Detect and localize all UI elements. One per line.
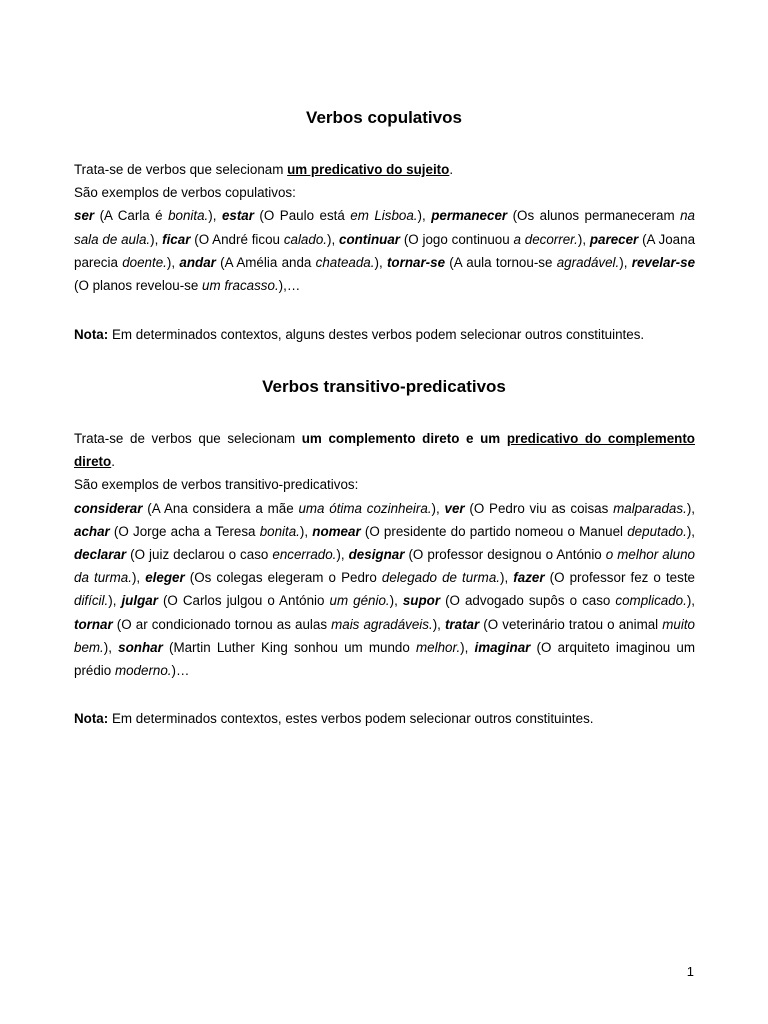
example-punctuation: ),	[389, 593, 403, 609]
verb-term: continuar	[339, 231, 401, 247]
example-text: (O advogado supôs o caso	[440, 593, 616, 609]
example-text: (O veterinário tratou o animal	[479, 616, 663, 632]
examples-paragraph	[74, 497, 695, 683]
example-punctuation: ),	[108, 593, 122, 609]
example-text: (O ar condicionado tornou as aulas	[112, 616, 332, 632]
example-text: (O professor fez o teste	[544, 570, 695, 586]
example-text: (Os colegas elegeram o Pedro	[184, 570, 382, 586]
example-predicative: malparadas.	[613, 500, 687, 516]
page-number: 1	[686, 964, 694, 979]
example-predicative: chateada.	[315, 254, 375, 270]
example-text: (O professor designou o António	[404, 547, 606, 563]
example-text: (O jogo continuou	[400, 231, 514, 247]
example-text: (O planos revelou-se	[74, 278, 203, 294]
example-predicative: melhor.	[416, 639, 461, 655]
example-predicative: uma ótima cozinheira.	[298, 500, 432, 516]
example-text: (O Carlos julgou o António	[157, 593, 330, 609]
note-label: Nota:	[74, 327, 109, 342]
verb-term: andar	[179, 254, 216, 270]
verb-term: supor	[402, 593, 441, 609]
example-text: (A Joana parecia	[74, 231, 696, 270]
example-punctuation: ),	[327, 231, 339, 247]
verb-term: estar	[221, 208, 254, 224]
section-title-transitivo-predicativos: Verbos transitivo-predicativos	[262, 377, 506, 396]
verb-term: declarar	[74, 547, 127, 563]
definition-paragraph: Trata-se de verbos que selecionam um predicativo do sujeito.	[74, 162, 454, 177]
verb-term: nomear	[312, 523, 361, 539]
example-predicative: o melhor aluno da turma.	[74, 547, 695, 586]
example-punctuation: ),	[336, 547, 349, 563]
example-punctuation: ),	[150, 231, 163, 247]
example-predicative: na sala de aula.	[74, 208, 695, 247]
verb-term: permanecer	[431, 208, 508, 224]
example-predicative: agradável.	[556, 254, 620, 270]
example-punctuation: ),	[103, 639, 119, 655]
note-text: Em determinados contextos, estes verbos podem selecionar outros constituintes.	[108, 711, 594, 726]
example-punctuation: ),	[208, 208, 222, 224]
example-text: (O juiz declarou o caso	[126, 547, 273, 563]
verb-term: parecer	[589, 231, 639, 247]
verb-term: revelar-se	[631, 254, 696, 270]
example-predicative: mais agradáveis.	[331, 616, 433, 632]
example-predicative: bonita.	[168, 208, 209, 224]
section-title-copulativos: Verbos copulativos	[306, 108, 462, 127]
example-predicative: bonita.	[259, 523, 300, 539]
example-predicative: calado.	[283, 231, 327, 247]
example-predicative: deputado.	[627, 523, 687, 539]
example-predicative: moderno.	[114, 663, 172, 679]
example-punctuation: ),	[131, 570, 146, 586]
example-predicative: difícil.	[74, 593, 109, 609]
example-predicative: a decorrer.	[513, 231, 578, 247]
verb-term: ser	[74, 208, 95, 224]
example-punctuation: )…	[171, 663, 190, 679]
example-text: (O Pedro viu as coisas	[464, 500, 614, 516]
verb-term: julgar	[121, 593, 158, 609]
key-term-bold: um complemento direto e um	[301, 431, 507, 446]
example-text: (Martin Luther King sonhou um mundo	[162, 639, 417, 655]
example-text: (A aula tornou-se	[445, 254, 557, 270]
example-predicative: muito bem.	[74, 616, 695, 655]
section-transitivo-body	[74, 427, 695, 682]
example-punctuation: ),	[166, 254, 180, 270]
example-predicative: doente.	[122, 254, 167, 270]
verb-term: tornar-se	[386, 254, 446, 270]
verb-term: ver	[444, 500, 465, 516]
example-punctuation: ),	[619, 254, 632, 270]
example-text: (O presidente do partido nomeou o Manuel	[360, 523, 628, 539]
example-punctuation: ),	[299, 523, 313, 539]
examples-intro: São exemplos de verbos copulativos:	[74, 185, 296, 201]
example-text: (Os alunos permaneceram	[507, 208, 681, 224]
example-text: (O André ficou	[190, 231, 284, 247]
example-text: (A Amélia anda	[215, 254, 316, 270]
example-punctuation: ),…	[278, 278, 301, 294]
verb-term: imaginar	[474, 639, 531, 655]
note-text: Em determinados contextos, alguns destes verbos podem selecionar outros constituintes.	[108, 327, 645, 342]
example-punctuation: ),	[577, 231, 590, 247]
example-punctuation: ),	[460, 639, 475, 655]
examples-paragraph	[74, 204, 695, 297]
example-text: (O arquiteto imaginou um prédio	[74, 639, 696, 679]
example-punctuation: ),	[431, 500, 445, 516]
verb-term: achar	[74, 523, 110, 539]
section-copulativos-body	[74, 158, 695, 297]
example-punctuation: ),	[417, 208, 432, 224]
example-predicative: um fracasso.	[202, 278, 279, 294]
note-copulativos	[74, 323, 695, 346]
verb-term: considerar	[74, 500, 143, 516]
verb-term: fazer	[513, 570, 545, 586]
example-punctuation: ),	[500, 570, 514, 586]
example-punctuation: ),	[686, 500, 695, 516]
example-predicative: delegado de turma.	[381, 570, 501, 586]
example-text: (O Jorge acha a Teresa	[109, 523, 260, 539]
example-text: (A Carla é	[94, 208, 169, 224]
verb-term: eleger	[145, 570, 185, 586]
example-predicative: em Lisboa.	[350, 208, 418, 224]
example-predicative: um génio.	[329, 593, 390, 609]
verb-term: designar	[348, 547, 405, 563]
example-text: (O Paulo está	[253, 208, 351, 224]
example-punctuation: ),	[686, 593, 696, 609]
examples-intro: São exemplos de verbos transitivo-predicativos:	[74, 477, 359, 493]
verb-term: ficar	[162, 231, 191, 247]
example-text: (A Ana considera a mãe	[142, 500, 299, 516]
example-punctuation: ),	[374, 254, 387, 270]
verb-term: tratar	[444, 616, 480, 632]
definition-paragraph: Trata-se de verbos que selecionam um complemento direto e um predicativo do complemento direto.	[74, 431, 695, 470]
example-punctuation: ),	[686, 523, 695, 539]
example-predicative: complicado.	[615, 593, 687, 609]
key-term: predicativo do complemento direto	[74, 431, 695, 470]
verb-term: sonhar	[118, 639, 163, 655]
example-predicative: encerrado.	[272, 547, 337, 563]
note-transitivo	[74, 707, 695, 730]
example-punctuation: ),	[432, 616, 445, 632]
verb-term: tornar	[74, 616, 113, 632]
key-term: um predicativo do sujeito	[287, 162, 450, 177]
note-label: Nota:	[74, 711, 109, 726]
